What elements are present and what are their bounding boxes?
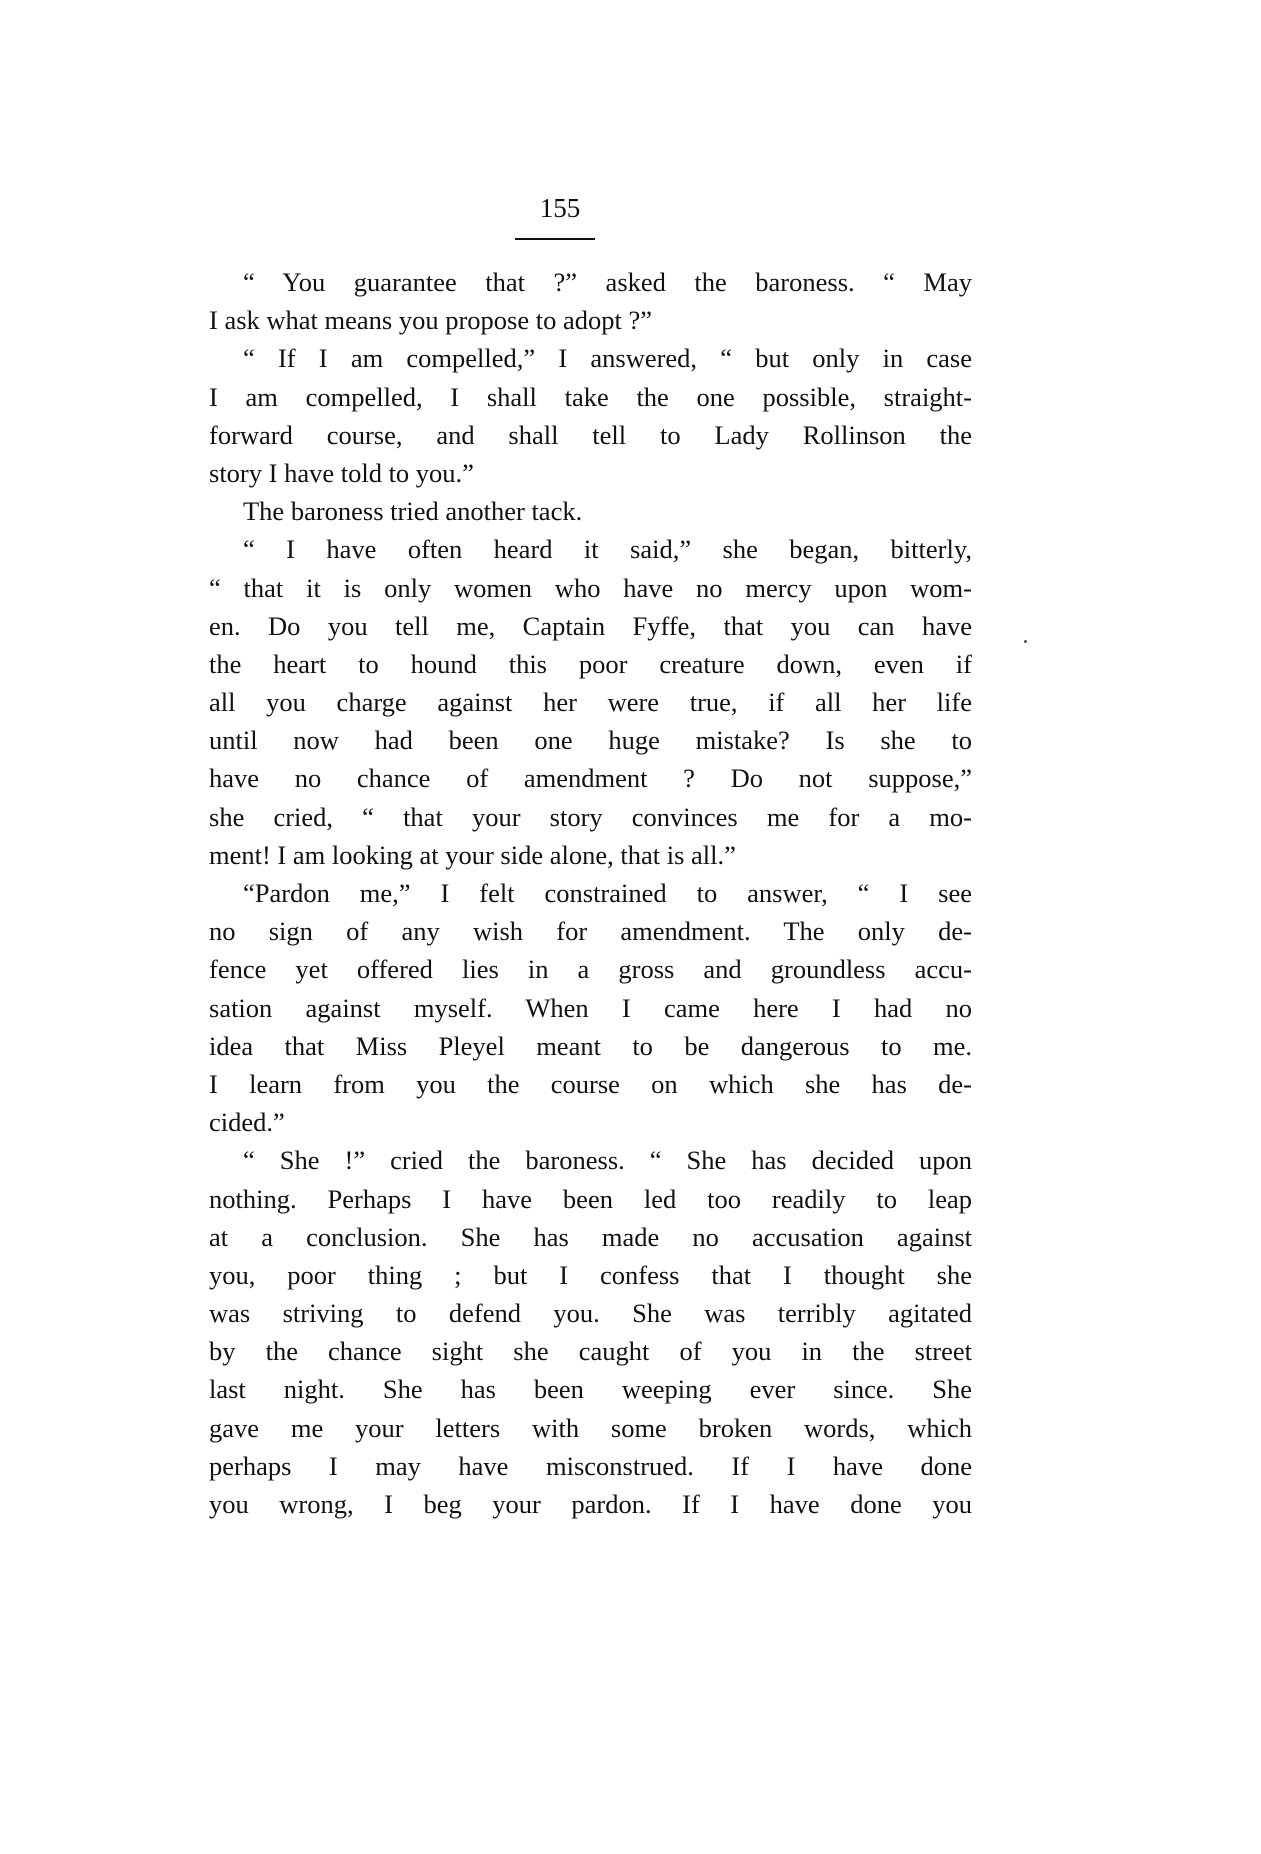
text-line: perhaps I may have misconstrued. If I have done [209,1450,972,1481]
text-line: ment! I am looking at your side alone, that is all.” [209,839,736,870]
text-line: sation against myself. When I came here I had no [209,992,972,1023]
text-line: “ I have often heard it said,” she began, bitterly, [243,534,972,565]
text-line: I learn from you the course on which she has de- [209,1068,972,1099]
text-line: “ that it is only women who have no mercy upon wom- [209,572,972,603]
text-line: story I have told to you.” [209,457,474,488]
text-line: forward course, and shall tell to Lady Rollinson the [209,419,972,450]
text-line: fence yet offered lies in a gross and groundless accu- [209,954,972,985]
text-line: en. Do you tell me, Captain Fyffe, that you can have [209,610,972,641]
text-line: no sign of any wish for amendment. The only de- [209,916,972,947]
text-line: gave me your letters with some broken words, which [209,1412,972,1443]
text-line: she cried, “ that your story convinces me for a mo- [209,801,972,832]
text-line: nothing. Perhaps I have been led too readily to leap [209,1183,972,1214]
text-line: you, poor thing ; but I confess that I thought she [209,1259,972,1290]
text-line: by the chance sight she caught of you in the street [209,1336,972,1367]
text-line: “ If I am compelled,” I answered, “ but only in case [243,343,972,374]
text-line: “ You guarantee that ?” asked the baroness. “ May [243,267,972,297]
page-number: 155 [539,193,581,223]
text-line: “ She !” cried the baroness. “ She has decided upon [243,1145,972,1176]
speck [1024,640,1027,643]
text-line: I am compelled, I shall take the one possible, straight- [209,381,972,412]
text-line: I ask what means you propose to adopt ?” [209,305,653,336]
body-text [209,263,972,1523]
text-line: have no chance of amendment ? Do not suppose,” [209,763,972,794]
text-line: “Pardon me,” I felt constrained to answer, “ I see [243,878,972,908]
text-line: you wrong, I beg your pardon. If I have done you [209,1489,972,1519]
text-line: the heart to hound this poor creature down, even if [209,648,972,679]
text-line: idea that Miss Pleyel meant to be dangerous to me. [209,1030,972,1061]
text-line: The baroness tried another tack. [243,496,583,527]
text-line: cided.” [209,1107,285,1138]
text-line: last night. She has been weeping ever since. She [209,1374,972,1405]
page-number-rule [515,238,595,240]
text-line: until now had been one huge mistake? Is she to [209,725,972,756]
text-line: all you charge against her were true, if all her life [209,687,972,718]
text-line: at a conclusion. She has made no accusation against [209,1221,972,1252]
text-line: was striving to defend you. She was terribly agitated [209,1298,972,1329]
